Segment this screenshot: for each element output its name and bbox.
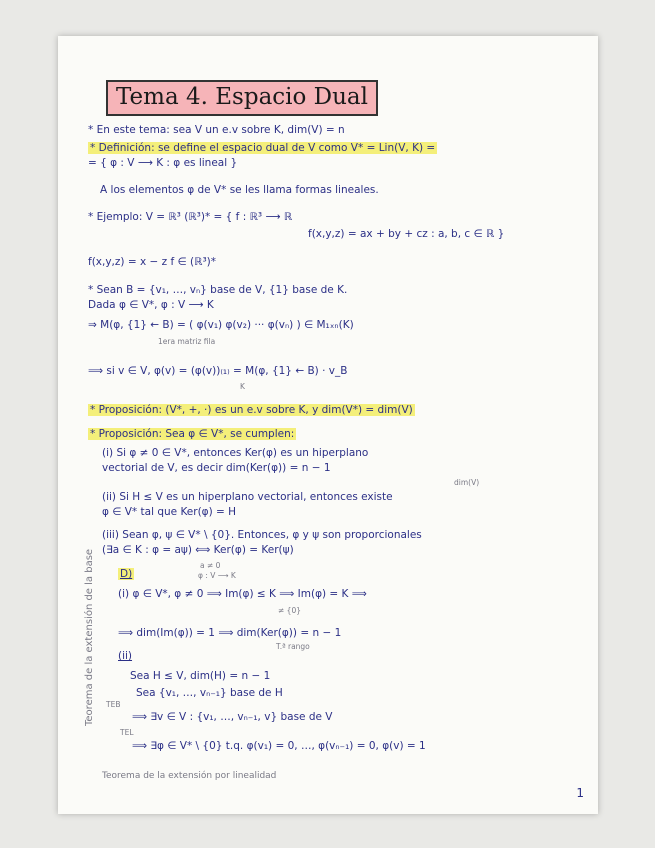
text-line: ⟹ si v ∈ V, φ(v) = (φ(v))₍₁₎ = M(φ, {1} ← B) · v_B	[88, 365, 348, 377]
proposition-line	[88, 404, 415, 416]
text-line: vectorial de V, es decir dim(Ker(φ)) = n − 1	[102, 462, 331, 474]
text-line: = { φ : V ⟶ K : φ es lineal }	[88, 157, 238, 169]
proposition-text: * Proposición: (V*, +, ·) es un e.v sobre K, y dim(V*) = dim(V)	[90, 404, 413, 416]
matrix-note: 1era matriz fila	[158, 337, 216, 346]
proposition-text: * Proposición: Sea φ ∈ V*, se cumplen:	[90, 428, 295, 440]
definition-line	[88, 142, 437, 154]
text-line: (i) Si φ ≠ 0 ∈ V*, entonces Ker(φ) es un hiperplano	[102, 447, 369, 459]
notebook-page	[58, 36, 598, 814]
proof-label: D)	[120, 568, 133, 580]
text-line: * Sean B = {v₁, …, vₙ} base de V, {1} base de K.	[88, 284, 348, 296]
text-line: (iii) Sean φ, ψ ∈ V* \ {0}. Entonces, φ y ψ son proporcionales	[102, 529, 422, 541]
definition-text: * Definición: se define el espacio dual de V como V* = Lin(V, K) =	[90, 142, 436, 154]
text-line: ⟹ dim(Im(φ)) = 1 ⟹ dim(Ker(φ)) = n − 1	[118, 627, 342, 639]
text-line: (i) φ ∈ V*, φ ≠ 0 ⟹ Im(φ) ≤ K ⟹ Im(φ) = K ⟹	[118, 588, 367, 600]
side-note: Teorema de la extensión de la base	[84, 548, 95, 726]
a-note: a ≠ 0	[200, 561, 221, 570]
part-label: (ii)	[118, 650, 133, 662]
text-line: ⟹ ∃v ∈ V : {v₁, …, vₙ₋₁, v} base de V	[132, 711, 333, 723]
text-line: f(x,y,z) = x − z f ∈ (ℝ³)*	[88, 256, 216, 268]
text-line: A los elementos φ de V* se les llama formas lineales.	[100, 184, 379, 196]
text-line: φ ∈ V* tal que Ker(φ) = H	[102, 506, 237, 518]
dim-note: dim(V)	[454, 478, 480, 487]
text-line: ⇒ M(φ, {1} ← B) = ( φ(v₁) φ(v₂) ··· φ(vₙ) ) ∈ M₁ₓₙ(K)	[88, 319, 354, 331]
proposition-line	[88, 428, 296, 440]
rank-note: T.ª rango	[276, 642, 310, 651]
text-line: (ii) Si H ≤ V es un hiperplano vectorial, entonces existe	[102, 491, 393, 503]
text-line: Sea {v₁, …, vₙ₋₁} base de H	[136, 687, 283, 699]
text-line: ⟹ ∃φ ∈ V* \ {0} t.q. φ(v₁) = 0, …, φ(vₙ₋₁) = 0, φ(v) = 1	[132, 740, 426, 752]
page-title: Tema 4. Espacio Dual	[106, 80, 378, 116]
text-line: Sea H ≤ V, dim(H) = n − 1	[130, 670, 271, 682]
text-line: * En este tema: sea V un e.v sobre K, dim(V) = n	[88, 124, 345, 136]
text-line: (∃a ∈ K : φ = aψ) ⟺ Ker(φ) = Ker(ψ)	[102, 544, 294, 556]
neq-note: ≠ {0}	[278, 606, 301, 615]
text-line: Dada φ ∈ V*, φ : V ⟶ K	[88, 299, 214, 311]
teb-note: TEB	[106, 700, 121, 709]
tel-note: TEL	[120, 728, 134, 737]
text-line: * Ejemplo: V = ℝ³ (ℝ³)* = { f : ℝ³ ⟶ ℝ	[88, 211, 293, 223]
map-note: φ : V ⟶ K	[198, 571, 236, 580]
bottom-note: Teorema de la extensión por linealidad	[102, 771, 277, 781]
proof-marker	[118, 568, 134, 580]
part-marker	[118, 650, 132, 662]
k-note: K	[240, 382, 245, 391]
page-number: 1	[576, 786, 584, 800]
text-line: f(x,y,z) = ax + by + cz : a, b, c ∈ ℝ }	[308, 228, 505, 240]
